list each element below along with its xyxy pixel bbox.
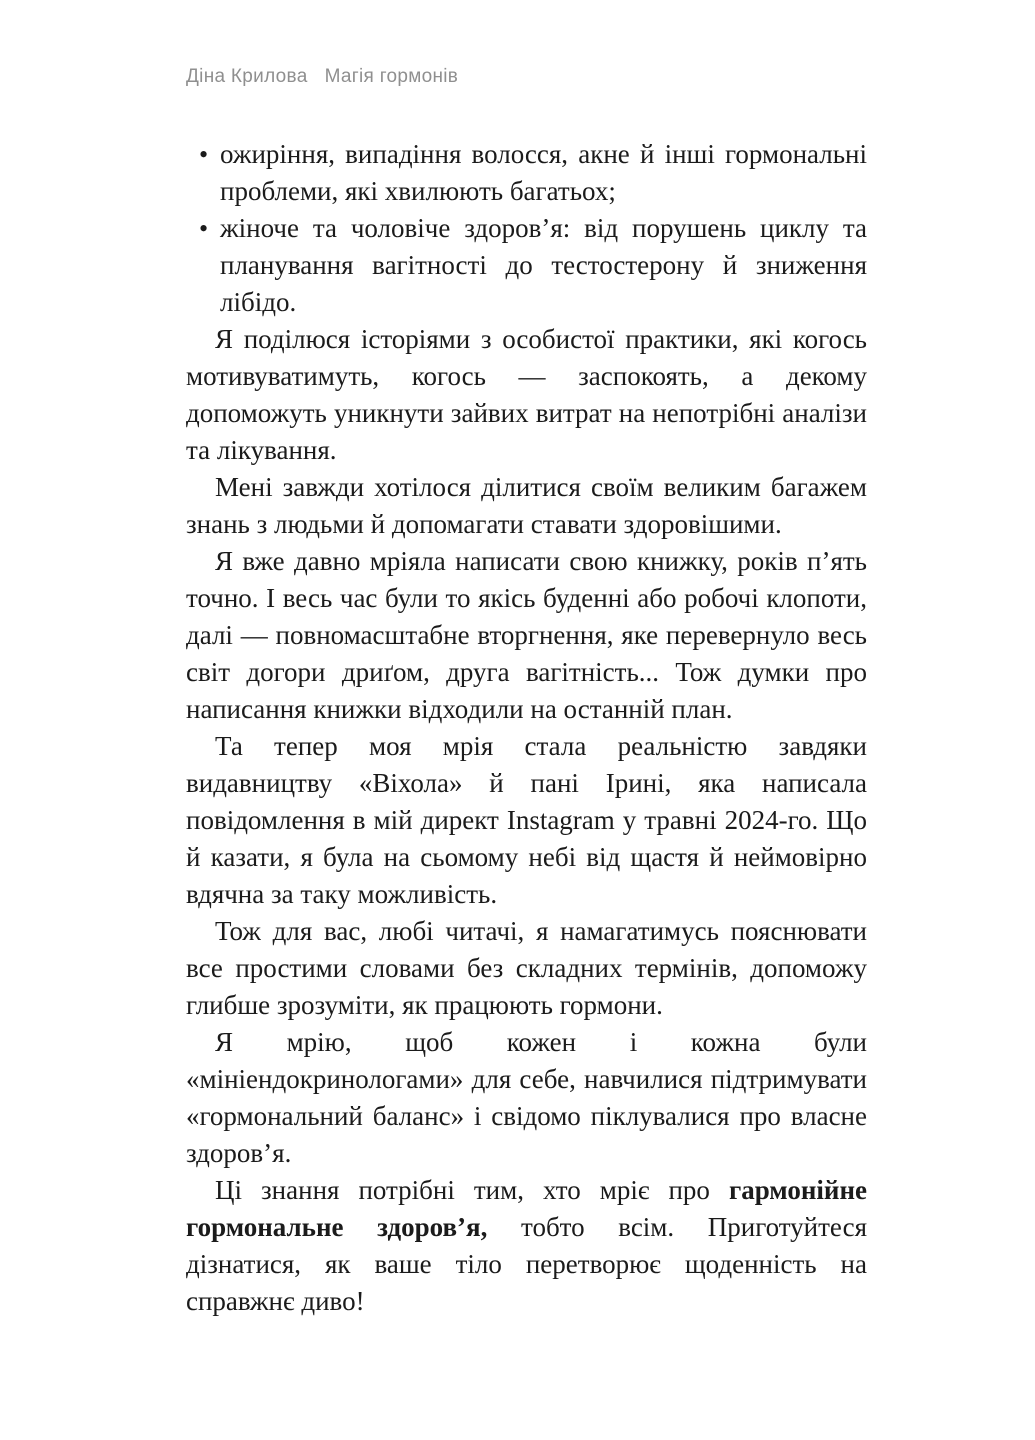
bold-phrase: гармонійне гормональне здоров’я, xyxy=(186,1175,867,1242)
paragraph: Мені завжди хотілося ділитися своїм великим багажем знань з людьми й допомагати ставати здоровішими. xyxy=(186,472,867,539)
list-item-text: ожиріння, випадіння волосся, акне й інші гормональні проблеми, які хвилюють багатьох; xyxy=(220,139,867,206)
bullet-icon: • xyxy=(199,214,209,243)
page-content xyxy=(186,136,867,1320)
paragraph xyxy=(186,1172,867,1320)
list-item-text: жіноче та чоловіче здоров’я: від порушень циклу та планування вагітності до тестостерону й зниження лібідо. xyxy=(220,213,867,317)
paragraph: Я вже давно мріяла написати свою книжку, років п’ять точно. І весь час були то якісь буденні або робочі клопоти, далі — повномасштабне вторгнення, яке перевернуло весь світ догори дриґом, друга вагітність... Тож думки про написання книжки відходили на останній план. xyxy=(186,546,867,724)
bullet-list xyxy=(186,136,867,321)
paragraph: Я поділюся історіями з особистої практики, які когось мотивуватимуть, когось — заспокоять, а декому допоможуть уникнути зайвих витрат на непотрібні аналізи та лікування. xyxy=(186,324,867,465)
running-head xyxy=(186,66,458,88)
running-head-book-title: Магія гормонів xyxy=(324,66,459,87)
running-head-author: Діна Крилова xyxy=(186,66,308,87)
paragraph-text: тобто всім. Приготуйтеся дізнатися, як ваше тіло перетворює щоденність на справжнє диво! xyxy=(186,1212,867,1316)
list-item xyxy=(186,210,867,321)
list-item xyxy=(186,136,867,210)
bullet-icon: • xyxy=(199,140,209,169)
paragraph: Та тепер моя мрія стала реальністю завдяки видавництву «Віхола» й пані Ірині, яка написала повідомлення в мій директ Instagram у травні 2024-го. Що й казати, я була на сьомому небі від щастя й неймовірно вдячна за таку можливість. xyxy=(186,731,867,909)
paragraph: Я мрію, щоб кожен і кожна були «мініендокринологами» для себе, навчилися підтримувати «гормональний баланс» і свідомо піклувалися про власне здоров’я. xyxy=(186,1027,867,1168)
paragraph-text: Ці знання потрібні тим, хто мріє про xyxy=(215,1175,729,1205)
paragraph: Тож для вас, любі читачі, я намагатимусь пояснювати все простими словами без складних термінів, допоможу глибше зрозуміти, як працюють гормони. xyxy=(186,916,867,1020)
